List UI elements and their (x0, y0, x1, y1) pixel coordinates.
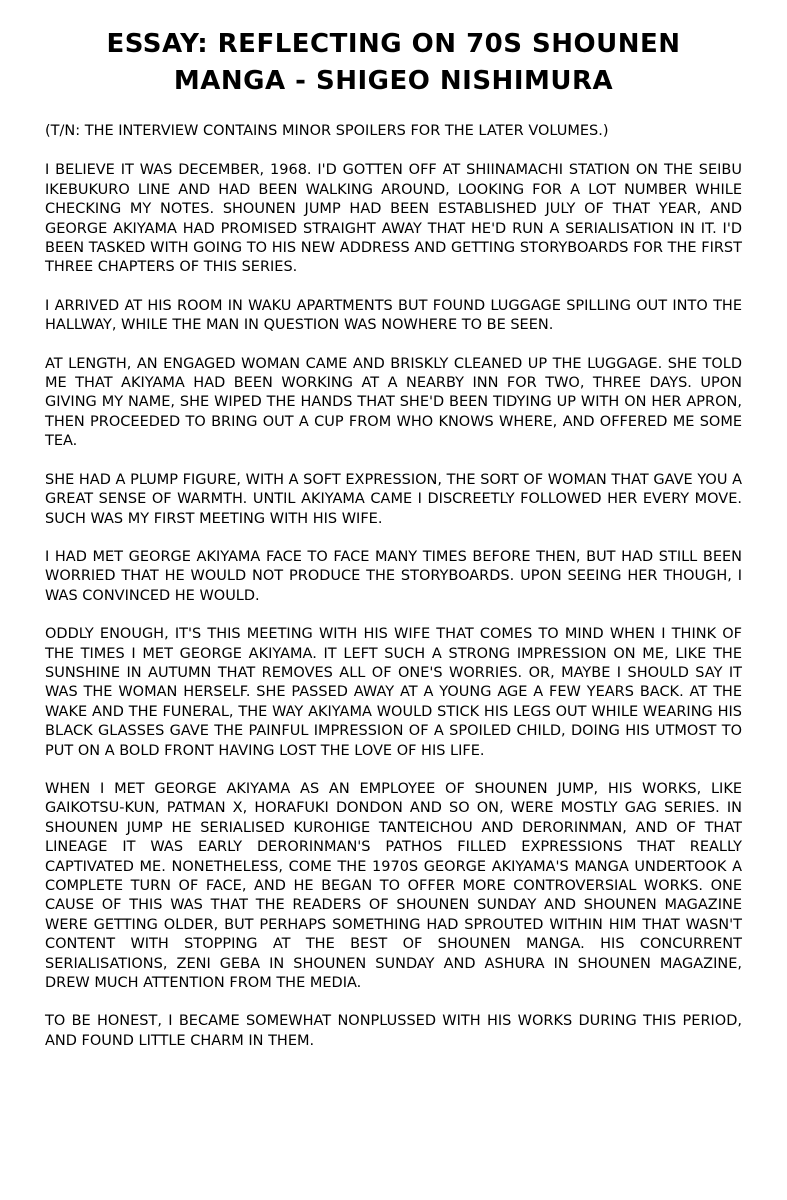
essay-page (45, 26, 742, 1070)
title-line-2: MANGA - SHIGEO NISHIMURA (173, 66, 614, 96)
paragraph-5: I HAD MET GEORGE AKIYAMA FACE TO FACE MANY TIMES BEFORE THEN, BUT HAD STILL BEEN WORRIED THAT HE WOULD NOT PRODUCE THE STORYBOARDS. UPON SEEING HER THOUGH, I WAS CONVINCED HE WOULD. (45, 548, 742, 604)
paragraph-4: SHE HAD A PLUMP FIGURE, WITH A SOFT EXPRESSION, THE SORT OF WOMAN THAT GAVE YOU A GREAT SENSE OF WARMTH. UNTIL AKIYAMA CAME I DISCREETLY FOLLOWED HER EVERY MOVE. SUCH WAS MY FIRST MEETING WITH HIS WIFE. (45, 471, 742, 527)
paragraph-6: ODDLY ENOUGH, IT'S THIS MEETING WITH HIS WIFE THAT COMES TO MIND WHEN I THINK OF THE TIMES I MET GEORGE AKIYAMA. IT LEFT SUCH A STRONG IMPRESSION ON ME, LIKE THE SUNSHINE IN AUTUMN THAT REMOVES ALL OF ONE'S WORRIES. OR, MAYBE I SHOULD SAY IT WAS THE WOMAN HERSELF. SHE PASSED AWAY AT A YOUNG AGE A FEW YEARS BACK. AT THE WAKE AND THE FUNERAL, THE WAY AKIYAMA WOULD STICK HIS LEGS OUT WHILE WEARING HIS BLACK GLASSES GAVE THE PAINFUL IMPRESSION OF A SPOILED CHILD, DOING HIS UTMOST TO PUT ON A BOLD FRONT HAVING LOST THE LOVE OF HIS LIFE. (45, 626, 742, 759)
translator-note: (T/N: THE INTERVIEW CONTAINS MINOR SPOILERS FOR THE LATER VOLUMES.) (45, 123, 609, 139)
paragraph-1: I BELIEVE IT WAS DECEMBER, 1968. I'D GOTTEN OFF AT SHIINAMACHI STATION ON THE SEIBU IKEBUKURO LINE AND HAD BEEN WALKING AROUND, LOOKING FOR A LOT NUMBER WHILE CHECKING MY NOTES. SHOUNEN JUMP HAD BEEN ESTABLISHED JULY OF THAT YEAR, AND GEORGE AKIYAMA HAD PROMISED STRAIGHT AWAY THAT HE'D RUN A SERIALISATION IN IT. I'D BEEN TASKED WITH GOING TO HIS NEW ADDRESS AND GETTING STORYBOARDS FOR THE FIRST THREE CHAPTERS OF THIS SERIES. (45, 162, 742, 276)
title-line-1: ESSAY: REFLECTING ON 70S SHOUNEN (106, 29, 681, 59)
paragraph-8: TO BE HONEST, I BECAME SOMEWHAT NONPLUSSED WITH HIS WORKS DURING THIS PERIOD, AND FOUND LITTLE CHARM IN THEM. (45, 1013, 742, 1049)
paragraph-2: I ARRIVED AT HIS ROOM IN WAKU APARTMENTS BUT FOUND LUGGAGE SPILLING OUT INTO THE HALLWAY, WHILE THE MAN IN QUESTION WAS NOWHERE TO BE SEEN. (45, 297, 742, 334)
paragraph-7: WHEN I MET GEORGE AKIYAMA AS AN EMPLOYEE OF SHOUNEN JUMP, HIS WORKS, LIKE GAIKOTSU-KUN, PATMAN X, HORAFUKI DONDON AND SO ON, WERE MOSTLY GAG SERIES. IN SHOUNEN JUMP HE SERIALISED KUROHIGE TANTEICHOU AND DERORINMAN, AND OF THAT LINEAGE IT WAS EARLY DERORINMAN'S PATHOS FILLED EXPRESSIONS THAT REALLY CAPTIVATED ME. NONETHELESS, COME THE 1970S GEORGE AKIYAMA'S MANGA UNDERTOOK A COMPLETE TURN OF FACE, AND HE BEGAN TO OFFER MORE CONTROVERSIAL WORKS. ONE CAUSE OF THIS WAS THAT THE READERS OF SHOUNEN SUNDAY AND SHOUNEN MAGAZINE WERE GETTING OLDER, BUT PERHAPS SOMETHING HAD SPROUTED WITHIN HIM THAT WASN'T CONTENT WITH STOPPING AT THE BEST OF SHOUNEN MANGA. HIS CONCURRENT SERIALISATIONS, ZENI GEBA IN SHOUNEN SUNDAY AND ASHURA IN SHOUNEN MAGAZINE, DREW MUCH ATTENTION FROM THE MEDIA. (45, 780, 742, 992)
paragraph-3: AT LENGTH, AN ENGAGED WOMAN CAME AND BRISKLY CLEANED UP THE LUGGAGE. SHE TOLD ME THAT AKIYAMA HAD BEEN WORKING AT A NEARBY INN FOR TWO, THREE DAYS. UPON GIVING MY NAME, SHE WIPED THE HANDS THAT SHE'D BEEN TIDYING UP WITH ON HER APRON, THEN PROCEEDED TO BRING OUT A CUP FROM WHO KNOWS WHERE, AND OFFERED ME SOME TEA. (45, 355, 742, 450)
essay-title (45, 26, 742, 100)
